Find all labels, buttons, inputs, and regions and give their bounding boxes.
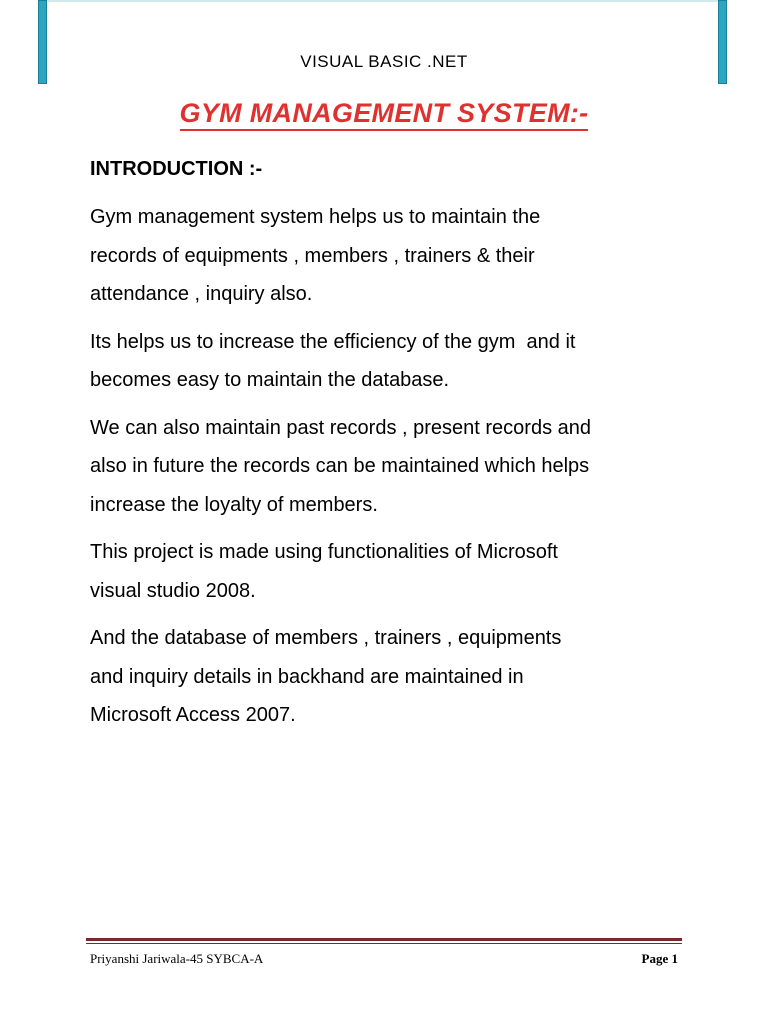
paragraph: This project is made using functionalities of Microsoft visual studio 2008. <box>90 541 558 602</box>
page-header: VISUAL BASIC .NET <box>300 52 468 71</box>
footer-page-number: Page 1 <box>641 951 678 966</box>
footer-rule-thin <box>86 943 682 944</box>
top-border-line <box>47 0 718 2</box>
footer-rule-thick <box>86 938 682 941</box>
paragraph: And the database of members , trainers , equipments and inquiry details in backhand are maintained in Microsoft Access 2007. <box>90 627 562 726</box>
section-heading: INTRODUCTION :- <box>90 158 263 180</box>
document-title <box>0 98 768 129</box>
paragraph: We can also maintain past records , present records and also in future the records can be maintained which helps increase the loyalty of members. <box>90 416 591 516</box>
paragraph: Its helps us to increase the efficiency of the gym and it becomes easy to maintain the database. <box>90 330 576 391</box>
paragraph: Gym management system helps us to maintain the records of equipments , members , trainers & their attendance , inquiry also. <box>90 206 541 305</box>
document-title-text: GYM MANAGEMENT SYSTEM:- <box>180 98 589 131</box>
footer-author: Priyanshi Jariwala-45 SYBCA-A <box>90 951 264 966</box>
body-content <box>90 198 690 744</box>
